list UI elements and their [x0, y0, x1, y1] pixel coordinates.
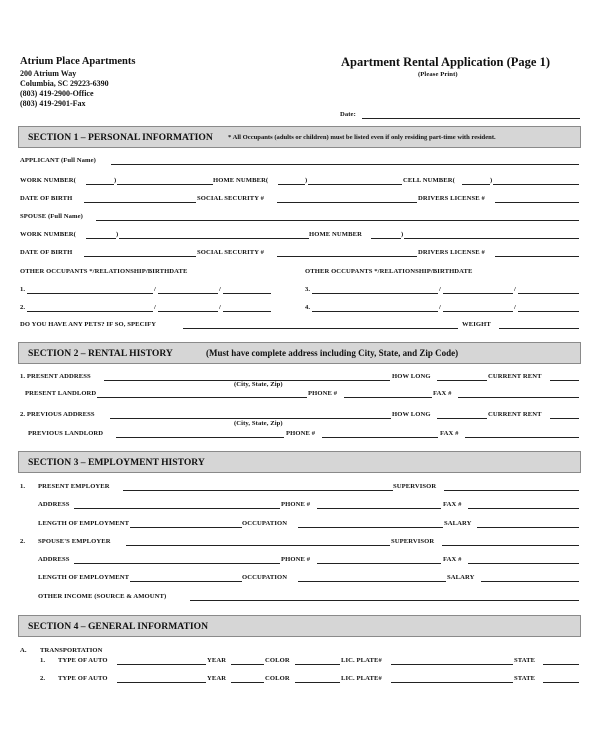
salary-label: SALARY [447, 574, 475, 581]
home-number-label: HOME NUMBER( [213, 177, 269, 184]
occupant-relationship-field[interactable] [158, 311, 218, 312]
spouse-length-of-employment-field[interactable] [130, 581, 242, 582]
type-of-auto-field[interactable] [117, 682, 206, 683]
ssn-label: SOCIAL SECURITY # [197, 195, 265, 202]
page-title: Apartment Rental Application (Page 1) [341, 55, 551, 69]
occupant-name-field[interactable] [27, 311, 153, 312]
year-label: YEAR [207, 657, 227, 664]
supervisor-label: SUPERVISOR [391, 538, 435, 545]
paren-close: ) [114, 177, 117, 184]
city-state-zip-hint: (City, State, Zip) [234, 381, 283, 388]
present-supervisor-field[interactable] [444, 490, 579, 491]
spouse-field[interactable] [96, 220, 579, 221]
section1-header [18, 126, 581, 148]
current-rent-label: CURRENT RENT [488, 373, 542, 380]
work-number-field[interactable] [117, 184, 213, 185]
occupation-label: OCCUPATION [242, 574, 288, 581]
spouse-supervisor-field[interactable] [442, 545, 579, 546]
state-field[interactable] [543, 682, 579, 683]
other-income-label: OTHER INCOME (SOURCE & AMOUNT) [38, 593, 167, 600]
lic-plate-field[interactable] [391, 682, 513, 683]
spouse-dob-field[interactable] [84, 256, 196, 257]
phone-label: PHONE # [286, 430, 316, 437]
occupant-number: 3. [305, 286, 311, 293]
occupant-name-field[interactable] [27, 293, 153, 294]
employer-fax-field[interactable] [468, 508, 579, 509]
present-landlord-phone-field[interactable] [344, 397, 432, 398]
length-of-employment-label: LENGTH OF EMPLOYMENT [38, 520, 130, 527]
previous-address-label: 2. PREVIOUS ADDRESS [20, 411, 95, 418]
other-occupants-heading: OTHER OCCUPANTS */RELATIONSHIP/BIRTHDATE [305, 268, 473, 275]
paren-close: ) [490, 177, 493, 184]
spouse-occupation-field[interactable] [298, 581, 446, 582]
phone-label: PHONE # [281, 556, 311, 563]
occupant-birthdate-field[interactable] [518, 311, 579, 312]
type-of-auto-label: TYPE OF AUTO [58, 657, 108, 664]
spouse-home-number-field[interactable] [404, 238, 579, 239]
dob-field[interactable] [84, 202, 196, 203]
date-field[interactable] [362, 118, 580, 119]
spouse-home-number-label: HOME NUMBER [309, 231, 362, 238]
company-name: Atrium Place Apartments [20, 56, 136, 67]
present-landlord-fax-field[interactable] [458, 397, 579, 398]
phone-label: PHONE # [308, 390, 338, 397]
paren-close: ) [305, 177, 308, 184]
occupant-birthdate-field[interactable] [223, 311, 271, 312]
spouse-salary-field[interactable] [481, 581, 579, 582]
fax-label: FAX # [443, 501, 462, 508]
length-of-employment-label: LENGTH OF EMPLOYMENT [38, 574, 130, 581]
current-rent-field[interactable] [550, 380, 579, 381]
phone-label: PHONE # [281, 501, 311, 508]
section1-title: SECTION 1 – PERSONAL INFORMATION [28, 132, 213, 143]
auto-number: 2. [40, 675, 46, 682]
present-employer-field[interactable] [123, 490, 393, 491]
type-of-auto-field[interactable] [117, 664, 206, 665]
weight-field[interactable] [499, 328, 579, 329]
present-employer-label: PRESENT EMPLOYER [38, 483, 110, 490]
present-address-label: 1. PRESENT ADDRESS [20, 373, 91, 380]
slash-separator: / [514, 304, 516, 311]
section4-letter: A. [20, 647, 27, 654]
color-field[interactable] [295, 682, 340, 683]
previous-rent-field[interactable] [550, 418, 579, 419]
salary-label: SALARY [444, 520, 472, 527]
spouse-employer-phone-field[interactable] [317, 563, 441, 564]
lic-plate-field[interactable] [391, 664, 513, 665]
spouse-work-number-field[interactable] [119, 238, 309, 239]
section4-header [18, 615, 581, 637]
previous-landlord-field[interactable] [116, 437, 284, 438]
home-area-code-field[interactable] [278, 184, 305, 185]
work-number-label: WORK NUMBER( [20, 177, 76, 184]
spouse-employer-fax-field[interactable] [468, 563, 579, 564]
slash-separator: / [439, 304, 441, 311]
occupant-relationship-field[interactable] [443, 293, 513, 294]
page-subtitle: (Please Print) [418, 71, 458, 78]
how-long-field[interactable] [437, 380, 487, 381]
color-label: COLOR [265, 675, 290, 682]
previous-landlord-fax-field[interactable] [465, 437, 579, 438]
paren-close: ) [401, 231, 404, 238]
spouse-employer-label: SPOUSE'S EMPLOYER [38, 538, 111, 545]
lic-plate-label: LIC. PLATE# [341, 675, 382, 682]
slash-separator: / [154, 286, 156, 293]
color-field[interactable] [295, 664, 340, 665]
occupant-name-field[interactable] [312, 311, 438, 312]
fax-label: FAX # [443, 556, 462, 563]
pets-label: DO YOU HAVE ANY PETS? IF SO, SPECIFY [20, 321, 157, 328]
drivers-license-label: DRIVERS LICENSE # [418, 195, 485, 202]
previous-landlord-phone-field[interactable] [322, 437, 438, 438]
section4-title: SECTION 4 – GENERAL INFORMATION [28, 621, 208, 632]
present-landlord-field[interactable] [97, 397, 307, 398]
occupant-relationship-field[interactable] [158, 293, 218, 294]
occupation-label: OCCUPATION [242, 520, 288, 527]
slash-separator: / [219, 286, 221, 293]
cell-number-field[interactable] [493, 184, 579, 185]
section2-note: (Must have complete address including City, State, and Zip Code) [206, 348, 459, 358]
applicant-field[interactable] [111, 164, 579, 165]
cell-area-code-field[interactable] [462, 184, 490, 185]
lic-plate-label: LIC. PLATE# [341, 657, 382, 664]
employer-number: 2. [20, 538, 26, 545]
employer-address-label: ADDRESS [38, 556, 70, 563]
salary-field[interactable] [477, 527, 579, 528]
state-field[interactable] [543, 664, 579, 665]
slash-separator: / [219, 304, 221, 311]
slash-separator: / [439, 286, 441, 293]
type-of-auto-label: TYPE OF AUTO [58, 675, 108, 682]
color-label: COLOR [265, 657, 290, 664]
occupant-birthdate-field[interactable] [518, 293, 579, 294]
applicant-label: APPLICANT (Full Name) [20, 157, 96, 164]
home-number-field[interactable] [308, 184, 402, 185]
state-label: STATE [514, 657, 536, 664]
other-occupants-heading: OTHER OCCUPANTS */RELATIONSHIP/BIRTHDATE [20, 268, 188, 275]
spouse-label: SPOUSE (Full Name) [20, 213, 83, 220]
drivers-license-field[interactable] [495, 202, 579, 203]
date-label: Date: [340, 111, 356, 118]
spouse-ssn-field[interactable] [277, 256, 417, 257]
previous-address-field[interactable] [110, 418, 391, 419]
spouse-work-area-code-field[interactable] [86, 238, 116, 239]
work-area-code-field[interactable] [86, 184, 114, 185]
section2-header [18, 342, 581, 364]
occupant-number: 1. [20, 286, 26, 293]
paren-close: ) [116, 231, 119, 238]
company-address-line: Columbia, SC 29223-6390 [20, 79, 109, 88]
previous-landlord-label: PREVIOUS LANDLORD [28, 430, 104, 437]
company-address-line: 200 Atrium Way [20, 69, 77, 78]
city-state-zip-hint: (City, State, Zip) [234, 420, 283, 427]
year-label: YEAR [207, 675, 227, 682]
employer-number: 1. [20, 483, 26, 490]
spouse-dob-label: DATE OF BIRTH [20, 249, 73, 256]
employer-address-label: ADDRESS [38, 501, 70, 508]
section2-title: SECTION 2 – RENTAL HISTORY [28, 348, 173, 359]
occupation-field[interactable] [298, 527, 443, 528]
occupant-number: 2. [20, 304, 26, 311]
company-fax: (803) 419-2901-Fax [20, 99, 86, 108]
length-of-employment-field[interactable] [130, 527, 242, 528]
section3-header [18, 451, 581, 473]
previous-how-long-field[interactable] [437, 418, 487, 419]
year-field[interactable] [231, 682, 264, 683]
how-long-label: HOW LONG [392, 373, 431, 380]
pets-field[interactable] [183, 328, 458, 329]
current-rent-label: CURRENT RENT [488, 411, 542, 418]
fax-label: FAX # [433, 390, 452, 397]
spouse-employer-address-field[interactable] [74, 563, 280, 564]
fax-label: FAX # [440, 430, 459, 437]
occupant-name-field[interactable] [312, 293, 438, 294]
weight-label: WEIGHT [462, 321, 491, 328]
occupant-birthdate-field[interactable] [223, 293, 271, 294]
other-income-field[interactable] [190, 600, 579, 601]
section1-note: * All Occupants (adults or children) must be listed even if only residing part-time with resident. [228, 134, 496, 141]
spouse-ssn-label: SOCIAL SECURITY # [197, 249, 265, 256]
employer-address-field[interactable] [74, 508, 280, 509]
spouse-drivers-license-label: DRIVERS LICENSE # [418, 249, 485, 256]
slash-separator: / [514, 286, 516, 293]
how-long-label: HOW LONG [392, 411, 431, 418]
spouse-drivers-license-field[interactable] [495, 256, 579, 257]
supervisor-label: SUPERVISOR [393, 483, 437, 490]
ssn-field[interactable] [277, 202, 417, 203]
company-phone: (803) 419-2900-Office [20, 89, 94, 98]
dob-label: DATE OF BIRTH [20, 195, 73, 202]
slash-separator: / [154, 304, 156, 311]
spouse-home-area-code-field[interactable] [371, 238, 401, 239]
occupant-relationship-field[interactable] [443, 311, 513, 312]
employer-phone-field[interactable] [317, 508, 441, 509]
spouse-employer-field[interactable] [126, 545, 390, 546]
state-label: STATE [514, 675, 536, 682]
year-field[interactable] [231, 664, 264, 665]
occupant-number: 4. [305, 304, 311, 311]
section3-title: SECTION 3 – EMPLOYMENT HISTORY [28, 457, 205, 468]
present-landlord-label: PRESENT LANDLORD [25, 390, 97, 397]
auto-number: 1. [40, 657, 46, 664]
spouse-work-number-label: WORK NUMBER( [20, 231, 76, 238]
transportation-label: TRANSPORTATION [40, 647, 103, 654]
cell-number-label: CELL NUMBER( [403, 177, 455, 184]
